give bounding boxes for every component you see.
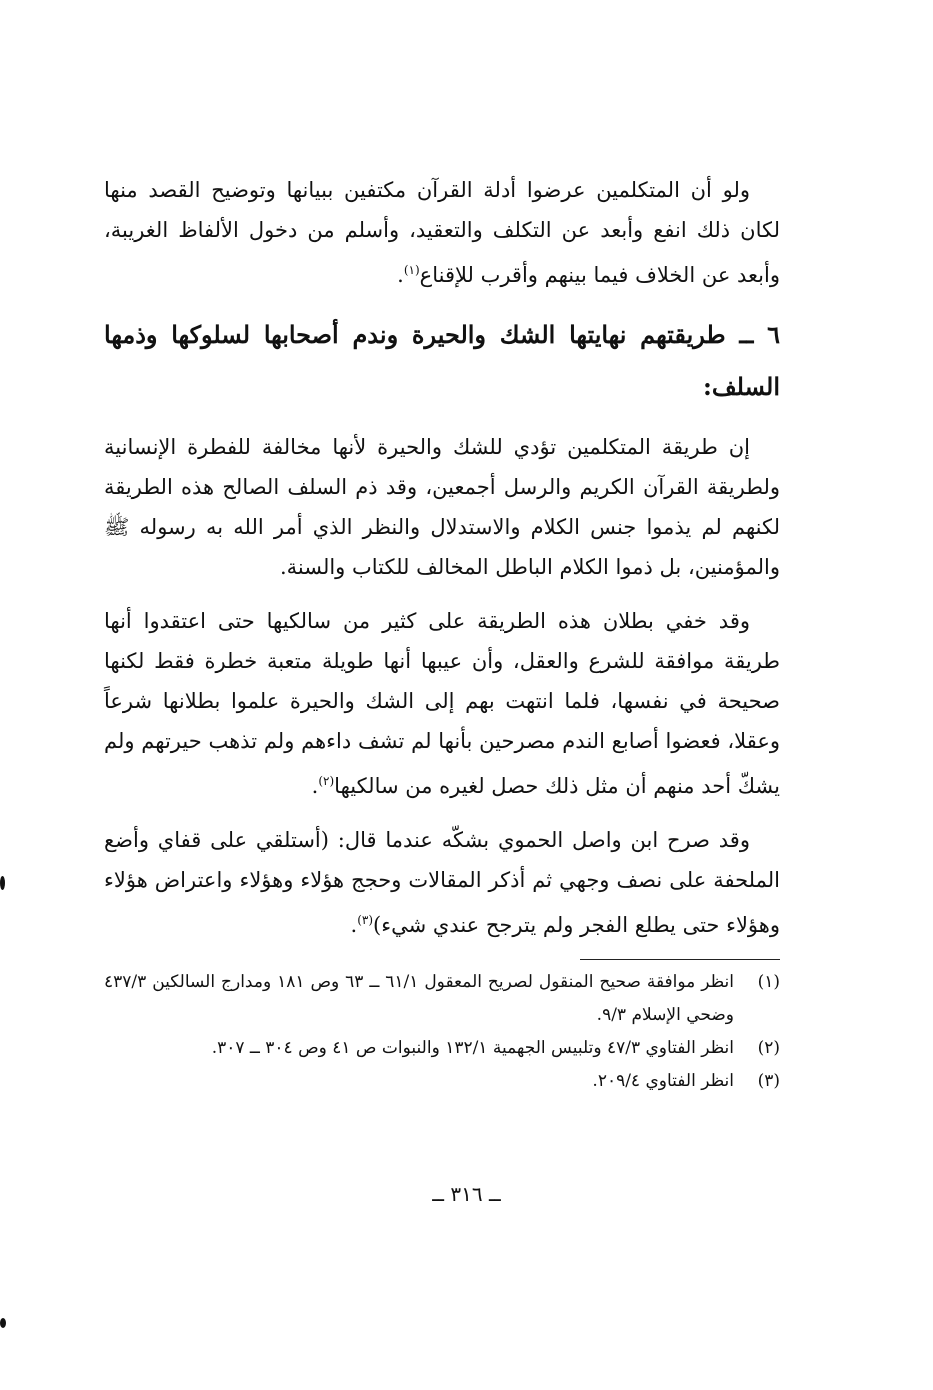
footnote-text: انظر الفتاوي ٢٠٩/٤. (592, 1071, 734, 1091)
page-body (104, 170, 780, 1098)
footnote-text: انظر الفتاوي ٤٧/٣ وتلبيس الجهمية ١٣٢/١ والنبوات ص ٤١ وص ٣٠٤ ــ ٣٠٧. (211, 1038, 734, 1058)
footnote-divider (580, 959, 780, 960)
paragraph-1-text: ولو أن المتكلمين عرضوا أدلة القرآن مكتفين ببيانها وتوضيح القصد منها لكان ذلك انفع وأبعد عن التكلف والتعقيد، وأسلم من دخول الألفاظ الغريبة، وأبعد عن الخلاف فيما بينهم وأقرب للإقناع (104, 178, 780, 287)
footnote-number: (٣) (757, 1071, 780, 1091)
footnote-ref-1[interactable]: (١) (403, 263, 420, 277)
footnote-ref-3[interactable]: (٣) (357, 913, 374, 927)
paragraph-2: إن طريقة المتكلمين تؤدي للشك والحيرة لأنها مخالفة للفطرة الإنسانية ولطريقة القرآن الكريم والرسل أجمعين، وقد ذم السلف الصالح هذه الطريقة لكنهم لم يذموا جنس الكلام والاستدلال والنظر الذي أمر الله به رسوله ﷺ والمؤمنين، بل ذموا الكلام الباطل المخالف للكتاب والسنة. (104, 435, 780, 579)
footnote-text: انظر موافقة صحيح المنقول لصريح المعقول ٦١/١ ــ ٦٣ وص ١٨١ ومدارج السالكين ٤٣٧/٣ وضحي الإسلام ٩/٣. (104, 972, 735, 1025)
scan-speck (0, 1318, 6, 1328)
footnote-2 (104, 1032, 780, 1065)
paragraph-3: وقد خفي بطلان هذه الطريقة على كثير من سالكيها حتى اعتقدوا أنها طريقة موافقة للشرع والعقل، وأن عيبها أنها طويلة متعبة خطرة فقط لكنها صحيحة في نفسها، فلما انتهت بهم إلى الشك والحيرة علموا بطلانها شرعاً وعقلا، فعضوا أصابع الندم مصرحين بأنها لم تشف داءهم ولم تذهب حيرتهم ولم يشكّ أحد منهم أن مثل ذلك حصل لغيره من سالكيها$^{(٢)}$. (104, 609, 780, 798)
footnote-3 (104, 1065, 780, 1098)
paragraph-3-text: وقد خفي بطلان هذه الطريقة على كثير من سالكيها حتى اعتقدوا أنها طريقة موافقة للشرع والعقل، وأن عيبها أنها طويلة متعبة خطرة فقط لكنها صحيحة في نفسها، فلما انتهت بهم إلى الشك والحيرة علموا بطلانها شرعاً وعقلا، فعضوا أصابع الندم مصرحين بأنها لم تشف داءهم ولم تذهب حيرتهم ولم يشكّ أحد منهم أن مثل ذلك حصل لغيره من سالكيها (104, 609, 780, 798)
scan-speck (0, 876, 5, 890)
footnote-1 (104, 966, 780, 1032)
footnote-ref-2[interactable]: (٢) (318, 774, 335, 788)
page-number: ــ ٣١٦ ــ (432, 1182, 501, 1206)
paragraph-4: وقد صرح ابن واصل الحموي بشكّه عندما قال: (أستلقي على قفاي وأضع الملحفة على نصف وجهي ثم أذكر المقالات وحجج هؤلاء وهؤلاء واعتراض هؤلاء وهؤلاء حتى يطلع الفجر ولم يترجح عندي شيء)$^{(٣)}$. (104, 828, 780, 937)
paragraph-4-text: وقد صرح ابن واصل الحموي بشكّه عندما قال: (أستلقي على قفاي وأضع الملحفة على نصف وجهي ثم أذكر المقالات وحجج هؤلاء وهؤلاء واعتراض هؤلاء وهؤلاء حتى يطلع الفجر ولم يترجح عندي شيء) (104, 828, 780, 937)
paragraph-1: ولو أن المتكلمين عرضوا أدلة القرآن مكتفين ببيانها وتوضيح القصد منها لكان ذلك انفع وأبعد عن التكلف والتعقيد، وأسلم من دخول الألفاظ الغريبة، وأبعد عن الخلاف فيما بينهم وأقرب للإقناع$^{(١)}$. (104, 178, 780, 287)
section-heading: ٦ ــ طريقتهم نهايتها الشك والحيرة وندم أصحابها لسلوكها وذمها السلف: (104, 320, 780, 401)
footnote-number: (٢) (757, 1038, 780, 1058)
footnote-number: (١) (757, 972, 780, 992)
